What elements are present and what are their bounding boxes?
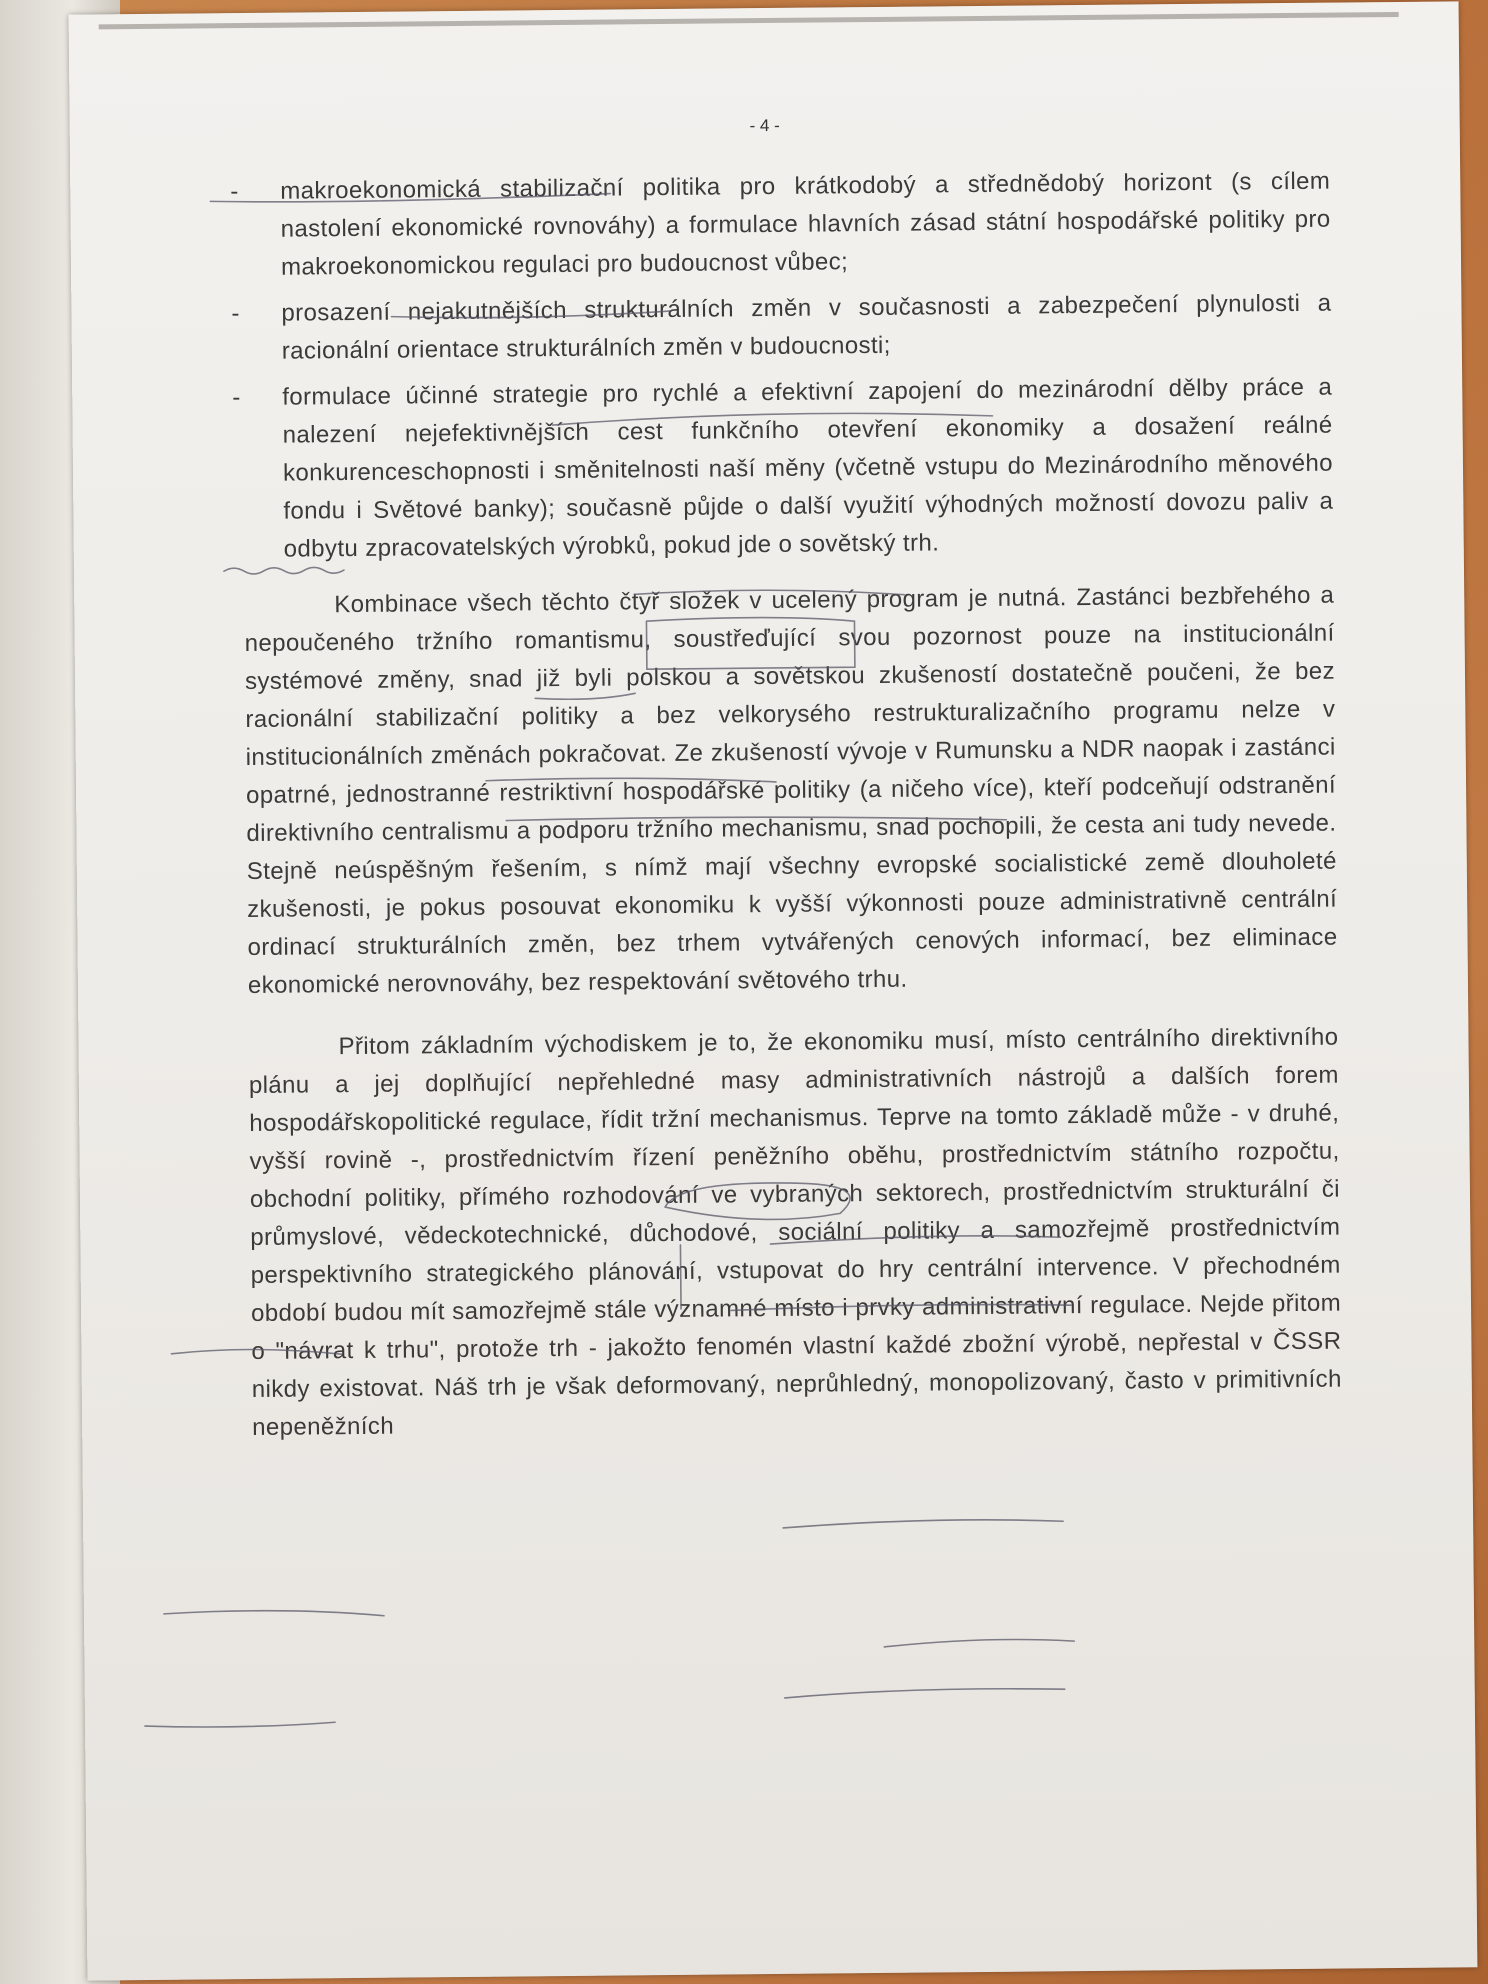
- pencil-underline: [884, 1639, 1074, 1647]
- pencil-underline: [145, 1722, 335, 1727]
- page-top-edge: [99, 12, 1399, 29]
- bullet-item: [231, 285, 1332, 371]
- pencil-underline: [164, 1610, 384, 1618]
- bullet-text: formulace účinné strategie pro rychlé a efektivní zapojení do mezinárodní dělby práce a nalezení nejefektivnějších cest funkčního otevření ekonomiky a dosažení reálné konkurenceschopnosti i směnitelnosti naší měny (včetně vstupu do Mezinárodního měnového fondu i Světové banky); současně půjde o další využití výhodných možností dovozu paliv a odbytu zpracovatelských výrobků, pokud jde o sovětský trh.: [282, 373, 1334, 563]
- bullet-dash: -: [230, 178, 239, 206]
- pencil-underline: [783, 1519, 1063, 1528]
- pencil-underline: [785, 1688, 1065, 1698]
- bullet-dash: -: [231, 300, 241, 328]
- bullet-item: [232, 369, 1334, 569]
- paragraph: Kombinace všech těchto čtyř složek v ucelený program je nutná. Zastánci bezbřehého a nepoučeného tržního romantismu, soustřeďující svou pozornost pouze na institucionální systémové změny, snad již byli polskou a sovětskou zkušeností dostatečně poučeni, že bez racionální stabilizační politiky a bez velkorysého restrukturalizačního programu nelze v institucionálních změnách pokračovat. Ze zkušeností vývoje v Rumunsku a NDR naopak i zastánci opatrné, jednostranné restriktivní hospodářské politiky (a ničeho více), kteří podceňují odstranění direktivního centralismu a podporu tržního mechanismu, snad pochopili, že cesta ani tudy nevede. Stejně neúspěšným řešením, s nímž mají všechny evropské socialistické země dlouholeté zkušenosti, je pokus posouvat ekonomiku k vyšší výkonnosti pouze administrativně centrální ordinací strukturálních změn, bez trhem vytvářených cenových informací, bez eliminace ekonomické nerovnováhy, bez respektování světového trhu.: [244, 581, 1338, 1000]
- paragraph: Přitom základním východiskem je to, že ekonomiku musí, místo centrálního direktivního plánu a jej doplňující nepřehledné masy administrativních nástrojů a dalších forem hospodářskopolitické regulace, řídit tržní mechanismus. Teprve na tomto základě může - v druhé, vyšší rovině -, prostřednictvím řízení peněžního oběhu, prostřednictvím státního rozpočtu, obchodní politiky, přímého rozhodování ve vybraných sektorech, prostřednictvím strukturální či průmyslové, vědeckotechnické, důchodové, sociální politiky a samozřejmě prostřednictvím perspektivního strategického plánování, vstupovat do hry centrální intervence. V přechodném období budou mít samozřejmě stále významné místo i prvky administrativní regulace. Nejde přitom o "návrat k trhu", protože trh - jakožto fenomén vlastní každé zbožní výrobě, nepřestal v ČSSR nikdy existovat. Náš trh je však deformovaný, neprůhledný, monopolizovaný, často v primitivních nepeněžních: [248, 1023, 1342, 1442]
- page-number: - 4 -: [749, 115, 780, 136]
- bullet-text: prosazení nejakutnějších strukturálních změn v současnosti a zabezpečení plynulosti a racionální orientace strukturálních změn v budoucnosti;: [281, 289, 1332, 365]
- bullet-item: [230, 163, 1331, 287]
- bullet-text: makroekonomická stabilizační politika pro krátkodobý a střednědobý horizont (s cílem nastolení ekonomické rovnováhy) a formulace hlavních zásad státní hospodářské politiky pro makroekonomickou regulaci pro budoucnost vůbec;: [280, 167, 1331, 281]
- document-page: [69, 1, 1478, 1980]
- document-body: [230, 163, 1342, 1471]
- bullet-dash: -: [232, 384, 241, 412]
